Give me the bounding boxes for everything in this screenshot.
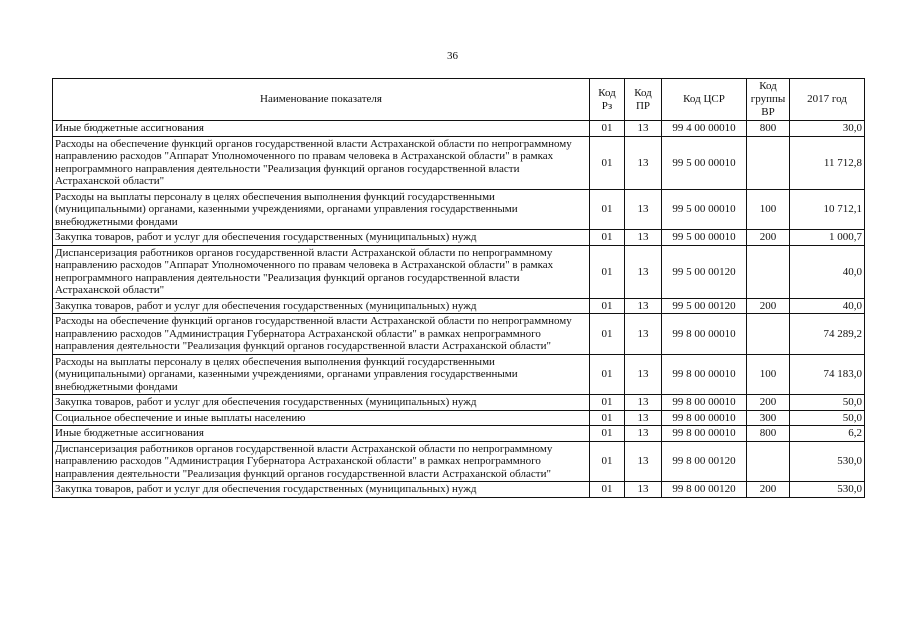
- cell-rz: 01: [590, 230, 625, 246]
- cell-amount: 10 712,1: [790, 189, 865, 230]
- cell-csr: 99 8 00 00120: [662, 482, 747, 498]
- cell-vr: 100: [747, 189, 790, 230]
- cell-amount: 40,0: [790, 298, 865, 314]
- cell-pr: 13: [625, 298, 662, 314]
- cell-amount: 530,0: [790, 441, 865, 482]
- cell-pr: 13: [625, 482, 662, 498]
- cell-vr: [747, 136, 790, 189]
- cell-pr: 13: [625, 230, 662, 246]
- cell-rz: 01: [590, 354, 625, 395]
- cell-rz: 01: [590, 395, 625, 411]
- cell-csr: 99 5 00 00010: [662, 189, 747, 230]
- cell-name: Диспансеризация работников органов государственной власти Астраханской области по непрограммному направлению расходов "Аппарат Уполномоченного по правам человека в Астраханской области" в рамках непрограммного направления деятельности "Реализация функций органов государственной власти Астраханской области": [53, 245, 590, 298]
- cell-csr: 99 8 00 00010: [662, 314, 747, 355]
- cell-csr: 99 5 00 00120: [662, 298, 747, 314]
- cell-csr: 99 5 00 00120: [662, 245, 747, 298]
- cell-amount: 6,2: [790, 426, 865, 442]
- cell-csr: 99 4 00 00010: [662, 121, 747, 137]
- cell-amount: 530,0: [790, 482, 865, 498]
- cell-name: Социальное обеспечение и иные выплаты населению: [53, 410, 590, 426]
- header-rz: Код Рз: [590, 79, 625, 121]
- cell-vr: 200: [747, 482, 790, 498]
- cell-csr: 99 5 00 00010: [662, 230, 747, 246]
- cell-amount: 11 712,8: [790, 136, 865, 189]
- header-csr: Код ЦСР: [662, 79, 747, 121]
- cell-rz: 01: [590, 136, 625, 189]
- table-row: [53, 189, 865, 230]
- table-row: [53, 482, 865, 498]
- cell-pr: 13: [625, 136, 662, 189]
- cell-pr: 13: [625, 189, 662, 230]
- cell-rz: 01: [590, 441, 625, 482]
- cell-csr: 99 5 00 00010: [662, 136, 747, 189]
- cell-name: Расходы на выплаты персоналу в целях обеспечения выполнения функций государственными (муниципальными) органами, казенными учреждениями, органами управления государственными внебюджетными фондами: [53, 189, 590, 230]
- budget-table: [52, 78, 865, 498]
- cell-csr: 99 8 00 00010: [662, 354, 747, 395]
- cell-name: Расходы на обеспечение функций органов государственной власти Астраханской области по непрограммному направлению расходов "Аппарат Уполномоченного по правам человека в Астраханской области" в рамках непрограммного направления деятельности "Реализация функций органов государственной власти Астраханской области": [53, 136, 590, 189]
- table-body: [53, 121, 865, 498]
- table-row: [53, 395, 865, 411]
- table-row: [53, 298, 865, 314]
- cell-pr: 13: [625, 426, 662, 442]
- cell-name: Расходы на обеспечение функций органов государственной власти Астраханской области по непрограммному направлению расходов "Администрация Губернатора Астраханской области" в рамках непрограммного направления деятельности "Реализация функций органов государственной власти Астраханской области": [53, 314, 590, 355]
- cell-pr: 13: [625, 245, 662, 298]
- cell-amount: 74 183,0: [790, 354, 865, 395]
- cell-vr: 200: [747, 298, 790, 314]
- cell-pr: 13: [625, 354, 662, 395]
- cell-rz: 01: [590, 121, 625, 137]
- table-row: [53, 410, 865, 426]
- cell-csr: 99 8 00 00010: [662, 395, 747, 411]
- cell-rz: 01: [590, 314, 625, 355]
- cell-vr: 200: [747, 230, 790, 246]
- cell-amount: 50,0: [790, 410, 865, 426]
- cell-rz: 01: [590, 482, 625, 498]
- page-number: 36: [447, 50, 458, 62]
- cell-vr: 800: [747, 121, 790, 137]
- cell-rz: 01: [590, 298, 625, 314]
- cell-rz: 01: [590, 410, 625, 426]
- cell-vr: [747, 441, 790, 482]
- header-vr: Код группы ВР: [747, 79, 790, 121]
- cell-rz: 01: [590, 426, 625, 442]
- cell-name: Диспансеризация работников органов государственной власти Астраханской области по непрограммному направлению расходов "Администрация Губернатора Астраханской области" в рамках непрограммного направления деятельности "Реализация функций органов государственной власти Астраханской области": [53, 441, 590, 482]
- cell-pr: 13: [625, 410, 662, 426]
- cell-amount: 50,0: [790, 395, 865, 411]
- table-row: [53, 354, 865, 395]
- table-row: [53, 426, 865, 442]
- cell-csr: 99 8 00 00010: [662, 410, 747, 426]
- cell-vr: 300: [747, 410, 790, 426]
- table-row: [53, 314, 865, 355]
- cell-amount: 30,0: [790, 121, 865, 137]
- cell-csr: 99 8 00 00120: [662, 441, 747, 482]
- cell-name: Закупка товаров, работ и услуг для обеспечения государственных (муниципальных) нужд: [53, 230, 590, 246]
- cell-pr: 13: [625, 121, 662, 137]
- table-row: [53, 230, 865, 246]
- cell-amount: 40,0: [790, 245, 865, 298]
- cell-rz: 01: [590, 245, 625, 298]
- header-year: 2017 год: [790, 79, 865, 121]
- cell-name: Закупка товаров, работ и услуг для обеспечения государственных (муниципальных) нужд: [53, 482, 590, 498]
- cell-amount: 1 000,7: [790, 230, 865, 246]
- table-row: [53, 136, 865, 189]
- table-row: [53, 441, 865, 482]
- cell-name: Закупка товаров, работ и услуг для обеспечения государственных (муниципальных) нужд: [53, 298, 590, 314]
- cell-amount: 74 289,2: [790, 314, 865, 355]
- cell-name: Иные бюджетные ассигнования: [53, 121, 590, 137]
- header-pr: Код ПР: [625, 79, 662, 121]
- cell-csr: 99 8 00 00010: [662, 426, 747, 442]
- cell-vr: [747, 245, 790, 298]
- cell-vr: 200: [747, 395, 790, 411]
- cell-vr: 800: [747, 426, 790, 442]
- cell-rz: 01: [590, 189, 625, 230]
- cell-pr: 13: [625, 395, 662, 411]
- cell-pr: 13: [625, 441, 662, 482]
- table-row: [53, 245, 865, 298]
- cell-pr: 13: [625, 314, 662, 355]
- table-header-row: [53, 79, 865, 121]
- cell-name: Иные бюджетные ассигнования: [53, 426, 590, 442]
- table-row: [53, 121, 865, 137]
- cell-name: Закупка товаров, работ и услуг для обеспечения государственных (муниципальных) нужд: [53, 395, 590, 411]
- cell-vr: 100: [747, 354, 790, 395]
- cell-vr: [747, 314, 790, 355]
- header-name: Наименование показателя: [53, 79, 590, 121]
- cell-name: Расходы на выплаты персоналу в целях обеспечения выполнения функций государственными (муниципальными) органами, казенными учреждениями, органами управления государственными внебюджетными фондами: [53, 354, 590, 395]
